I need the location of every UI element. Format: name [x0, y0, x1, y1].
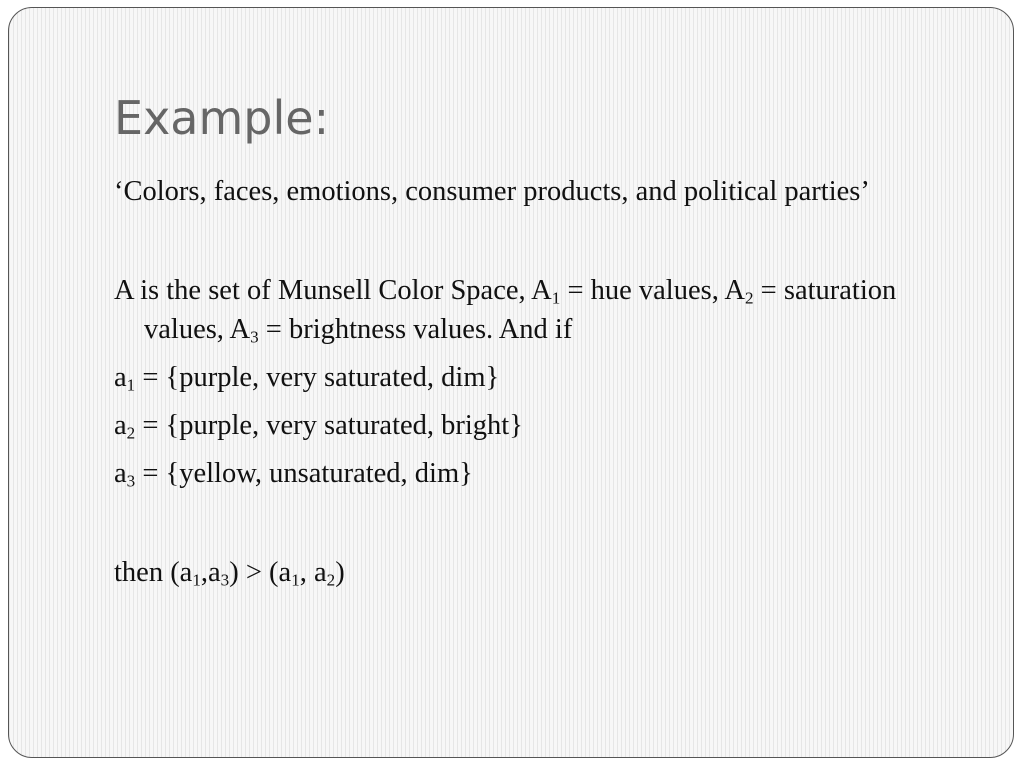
set-definition — [114, 271, 914, 349]
conclusion-text-2: ,a — [200, 557, 221, 588]
conclusion-subscript-2: 3 — [220, 570, 230, 590]
set-definition-text-3: = saturation values, A — [144, 275, 897, 345]
set-definition-subscript-3: 3 — [250, 327, 259, 347]
set-definition-subscript-2: 2 — [744, 288, 754, 308]
item-a1-var: a — [114, 362, 127, 393]
set-definition-subscript-1: 1 — [551, 288, 561, 308]
conclusion-text-4: , a — [299, 557, 327, 588]
slide-title: Example: — [114, 91, 330, 145]
item-a2-var: a — [114, 410, 127, 441]
item-a1-subscript: 1 — [126, 375, 136, 395]
item-a3-var: a — [114, 458, 127, 489]
item-a3-value: = {yellow, unsaturated, dim} — [135, 458, 473, 489]
conclusion-text-3: ) > (a — [229, 557, 292, 588]
item-a2 — [114, 406, 914, 445]
slide — [8, 7, 1014, 758]
item-a3-subscript: 3 — [126, 471, 136, 491]
item-a2-subscript: 2 — [126, 423, 136, 443]
conclusion-subscript-1: 1 — [192, 570, 201, 590]
item-a1-value: = {purple, very saturated, dim} — [135, 362, 500, 393]
set-definition-text-4: = brightness values. And if — [258, 314, 573, 345]
item-a3 — [114, 454, 914, 493]
set-definition-text-1: A is the set of Munsell Color Space, A — [114, 275, 552, 306]
conclusion-subscript-4: 2 — [326, 570, 336, 590]
conclusion-text-1: then (a — [114, 557, 193, 588]
set-definition-text-2: = hue values, A — [560, 275, 745, 306]
item-a1 — [114, 358, 914, 397]
conclusion-text-5: ) — [335, 557, 345, 588]
conclusion — [114, 553, 914, 592]
item-a2-value: = {purple, very saturated, bright} — [135, 410, 523, 441]
conclusion-subscript-3: 1 — [291, 570, 300, 590]
intro-text: ‘Colors, faces, emotions, consumer products, and political parties’ — [114, 176, 870, 207]
slide-content — [114, 172, 914, 592]
